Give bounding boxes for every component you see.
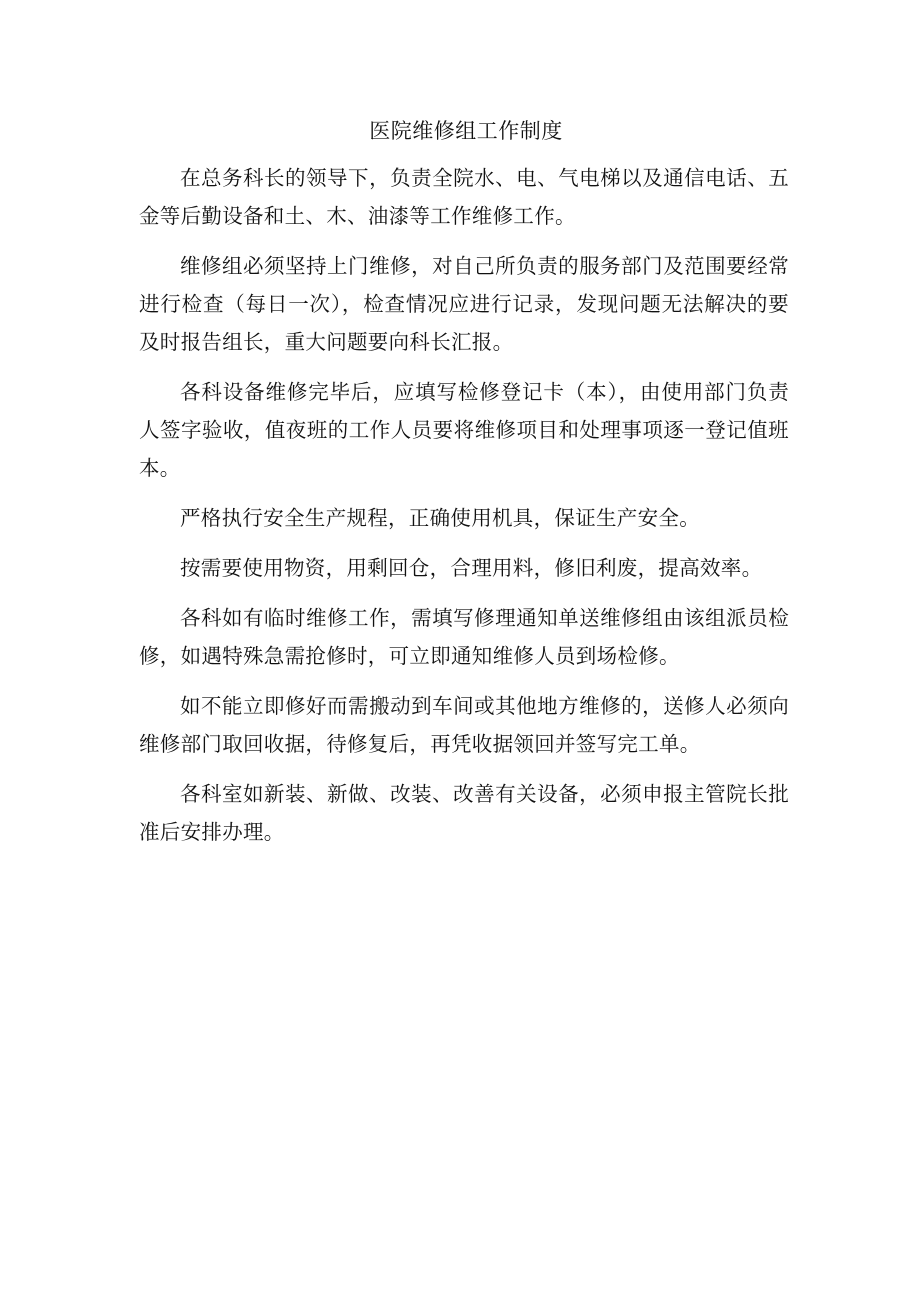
paragraph-materials: 按需要使用物资，用剩回仓，合理用料，修旧利废，提高效率。 bbox=[180, 556, 763, 580]
paragraph-temporary-repair: 各科如有临时维修工作，需填写修理通知单送维修组由该组派员检修，如遇特殊急需抢修时，可立即通知维修人员到场检修。 bbox=[139, 606, 789, 668]
paragraph-registration: 各科设备维修完毕后，应填写检修登记卡（本），由使用部门负责人签字验收，值夜班的工作人员要将维修项目和处理事项逐一登记值班本。 bbox=[139, 380, 789, 480]
paragraph-new-installation: 各科室如新装、新做、改装、改善有关设备，必须申报主管院长批准后安排办理。 bbox=[139, 782, 789, 844]
paragraph-offsite-repair: 如不能立即修好而需搬动到车间或其他地方维修的，送修人必须向维修部门取回收据，待修复后，再凭收据领回并签写完工单。 bbox=[139, 694, 789, 756]
document-page bbox=[139, 113, 789, 863]
paragraph-safety: 严格执行安全生产规程，正确使用机具，保证生产安全。 bbox=[180, 506, 700, 530]
document-title: 医院维修组工作制度 bbox=[369, 119, 563, 143]
paragraph-responsibility: 在总务科长的领导下，负责全院水、电、气电梯以及通信电话、五金等后勤设备和土、木、油漆等工作维修工作。 bbox=[139, 166, 789, 228]
paragraph-onsite-repair: 维修组必须坚持上门维修，对自己所负责的服务部门及范围要经常进行检查（每日一次），检查情况应进行记录，发现问题无法解决的要及时报告组长，重大问题要向科长汇报。 bbox=[139, 254, 789, 354]
